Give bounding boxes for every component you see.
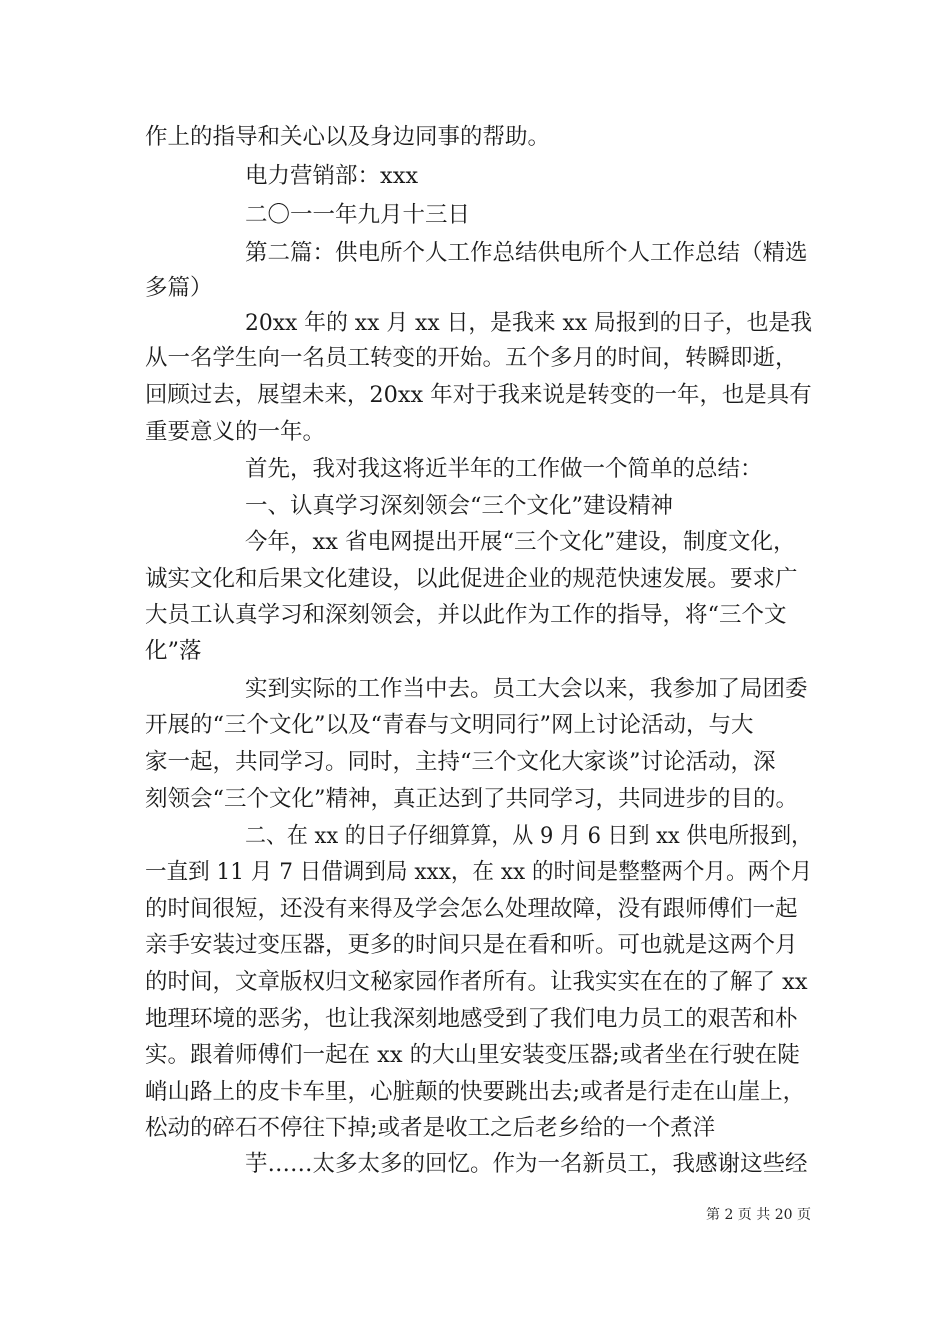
text-line: 实。跟着师傅们一起在 xx 的大山里安装变压器;或者坐在行驶在陡 [145, 1042, 800, 1068]
text-line: 刻领会“三个文化”精神，真正达到了共同学习，共同进步的目的。 [145, 786, 799, 812]
text-line: 芋……太多太多的回忆。作为一名新员工，我感谢这些经 [245, 1151, 808, 1177]
text-line: 一、认真学习深刻领会“三个文化”建设精神 [245, 493, 674, 519]
page-number-footer: 第 2 页 共 20 页 [706, 1207, 811, 1223]
text-line: 作上的指导和关心以及身边同事的帮助。 [145, 124, 551, 150]
text-line: 化”落 [145, 638, 202, 664]
text-line: 家一起，共同学习。同时，主持“三个文化大家谈”讨论活动，深 [145, 749, 776, 775]
text-line: 从一名学生向一名员工转变的开始。五个多月的时间，转瞬即逝， [145, 345, 798, 371]
text-line: 的时间很短，还没有来得及学会怎么处理故障，没有跟师傅们一起 [145, 896, 798, 922]
text-line: 亲手安装过变压器，更多的时间只是在看和听。可也就是这两个月 [145, 932, 798, 958]
text-line: 今年，xx 省电网提出开展“三个文化”建设，制度文化， [245, 529, 796, 555]
text-line: 电力营销部：xxx [245, 163, 419, 189]
text-line: 地理环境的恶劣，也让我深刻地感受到了我们电力员工的艰苦和朴 [145, 1006, 798, 1032]
text-line: 开展的“三个文化”以及“青春与文明同行”网上讨论活动，与大 [145, 712, 754, 738]
text-line: 峭山路上的皮卡车里，心脏颠的快要跳出去;或者是行走在山崖上， [145, 1079, 806, 1105]
text-line: 20xx 年的 xx 月 xx 日，是我来 xx 局报到的日子，也是我 [245, 310, 813, 336]
text-line: 多篇） [145, 275, 213, 301]
text-line: 一直到 11 月 7 日借调到局 xxx，在 xx 的时间是整整两个月。两个月 [145, 859, 813, 885]
text-line: 首先，我对我这将近半年的工作做一个简单的总结： [245, 456, 763, 482]
text-line: 回顾过去，展望未来，20xx 年对于我来说是转变的一年，也是具有 [145, 382, 812, 408]
text-line: 重要意义的一年。 [145, 419, 326, 445]
text-line: 二〇一一年九月十三日 [245, 202, 471, 228]
text-line: 松动的碎石不停往下掉;或者是收工之后老乡给的一个煮洋 [145, 1115, 716, 1141]
text-line: 的时间，文章版权归文秘家园作者所有。让我实实在在的了解了 xx [145, 969, 808, 995]
text-line: 大员工认真学习和深刻领会，并以此作为工作的指导，将“三个文 [145, 602, 787, 628]
text-line: 第二篇：供电所个人工作总结供电所个人工作总结（精选 [245, 240, 808, 266]
text-line: 诚实文化和后果文化建设，以此促进企业的规范快速发展。要求广 [145, 566, 798, 592]
text-line: 二、在 xx 的日子仔细算算，从 9 月 6 日到 xx 供电所报到， [245, 823, 813, 849]
text-line: 实到实际的工作当中去。员工大会以来，我参加了局团委 [245, 676, 808, 702]
